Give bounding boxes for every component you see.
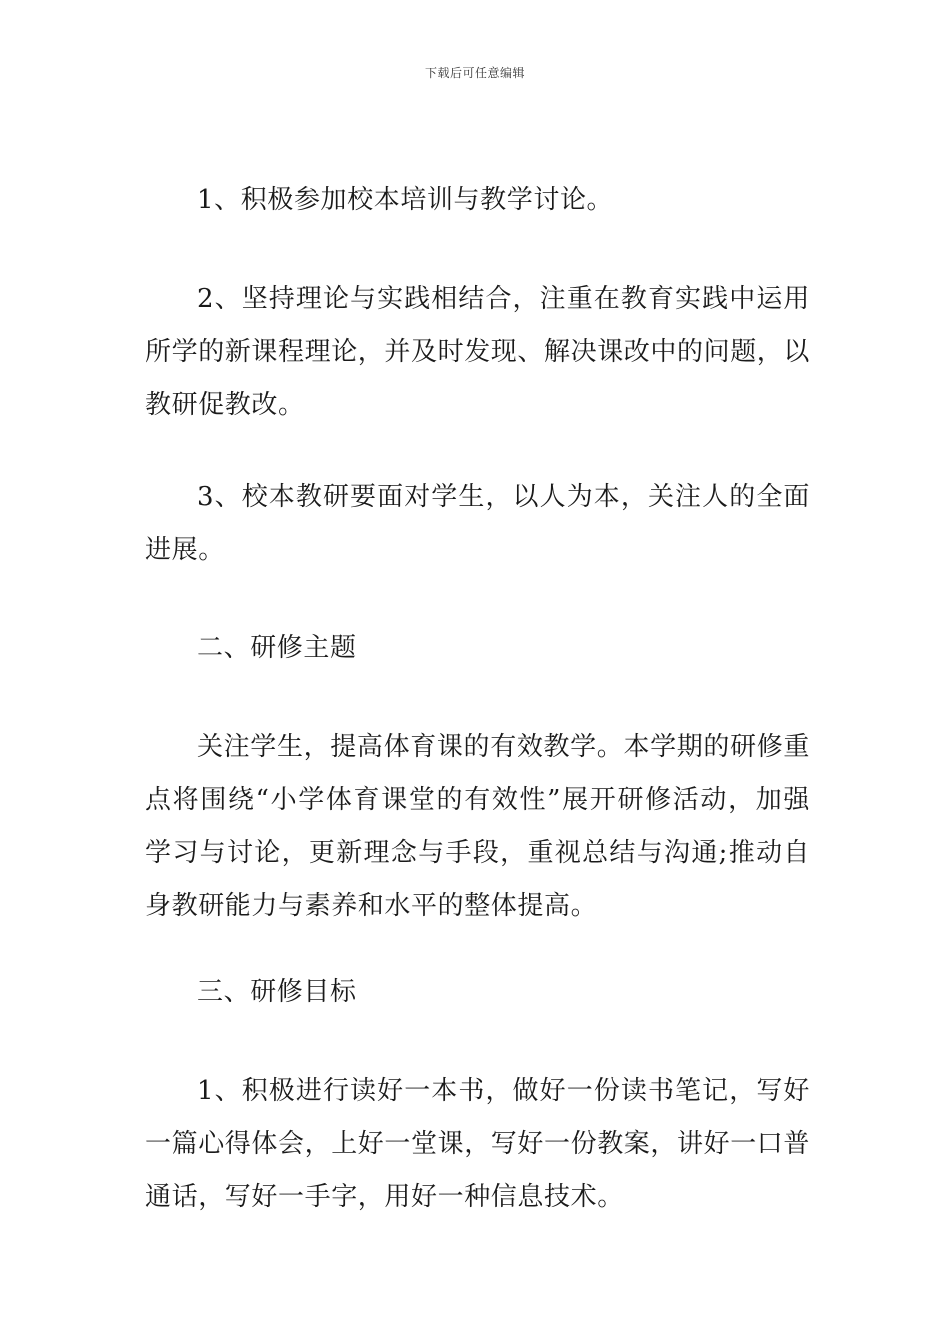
paragraph-item-3: 3、校本教研要面对学生，以人为本，关注人的全面进展。 [145, 482, 810, 565]
paragraph-goal-1: 1、积极进行读好一本书，做好一份读书笔记，写好一篇心得体会，上好一堂课，写好一份教案，讲好一口普通话，写好一手字，用好一种信息技术。 [145, 1076, 811, 1212]
paragraph-item-1: 1、积极参加校本培训与教学讨论。 [197, 185, 614, 215]
paragraph-item-2: 2、坚持理论与实践相结合，注重在教育实践中运用所学的新课程理论，并及时发现、解决课改中的问题，以教研促教改。 [145, 284, 811, 420]
paragraph-research-theme: 关注学生，提高体育课的有效教学。本学期的研修重点将围绕“小学体育课堂的有效性”展开研修活动，加强学习与讨论，更新理念与手段，重视总结与沟通;推动自身教研能力与素养和水平的整体提高。 [145, 732, 810, 921]
section-heading-research-theme: 二、研修主题 [197, 633, 357, 663]
header-note: 下载后可任意编辑 [424, 66, 525, 80]
section-heading-research-goals: 三、研修目标 [197, 977, 357, 1007]
